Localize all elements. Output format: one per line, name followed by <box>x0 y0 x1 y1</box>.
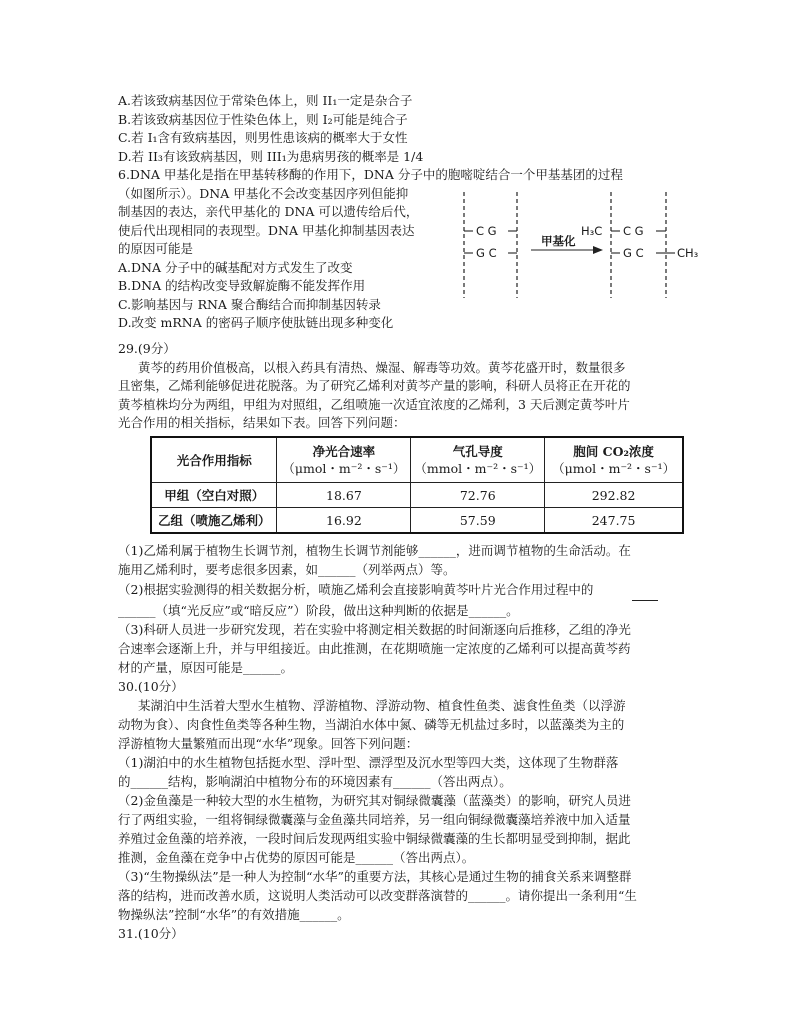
table-cell: 16.92 <box>277 508 411 534</box>
q30-sub1-line: （1)湖泊中的水生植物包括挺水型、浮叶型、漂浮型及沉水型等四大类，这体现了生物群落 <box>118 755 619 770</box>
q6-stem-line: 的原因可能是 <box>118 241 194 256</box>
q30-sub1-line: 的______结构，影响湖泊中植物分布的环境因素有______（答出两点）。 <box>118 774 512 789</box>
q30-sub2-line: 行了两组实验，一组将铜绿微囊藻与金鱼藻共同培养，另一组向铜绿微囊藻培养液中加入适量 <box>118 812 631 827</box>
q30-intro-line: 某湖泊中生活着大型水生植物、浮游植物、浮游动物、植食性鱼类、滤食性鱼类（以浮游 <box>138 698 626 713</box>
table-cell: 247.75 <box>545 508 683 534</box>
q28-option-b: B.若该致病基因位于性染色体上，则 I₂可能是纯合子 <box>118 112 408 127</box>
table-header: 胞间 CO₂浓度 （μmol・m⁻²・s⁻¹） <box>545 437 683 483</box>
q29-intro-line: 黄芩植株均分为两组，甲组为对照组，乙组喷施一次适宜浓度的乙烯利，3 天后测定黄芩叶片 <box>118 397 630 412</box>
q29-intro-line: 光合作用的相关指标，结果如下表。回答下列问题： <box>118 415 406 430</box>
q31-header: 31.(10分） <box>118 926 184 941</box>
q30-sub3-line: 物操纵法”控制“水华”的有效措施______。 <box>118 907 350 922</box>
q6-option-a: A.DNA 分子中的碱基配对方式发生了改变 <box>118 260 353 275</box>
arrow-label: 甲基化 <box>541 234 576 248</box>
right-top-pair: C G <box>623 224 644 238</box>
q29-intro-line: 且密集，乙烯利能够促进花脱落。为了研究乙烯利对黄芩产量的影响，科研人员将正在开花的 <box>118 378 631 393</box>
q29-sub2-line: ______（填“光反应”或“暗反应”）阶段，做出这种判断的依据是______。 <box>118 603 519 618</box>
dna-methylation-figure <box>455 188 715 300</box>
table-cell: 乙组（喷施乙烯利） <box>151 508 277 534</box>
q6-stem-line1: 6.DNA 甲基化是指在甲基转移酶的作用下，DNA 分子中的胞嘧啶结合一个甲基基团的过程 <box>118 167 623 182</box>
table-header: 净光合速率 （μmol・m⁻²・s⁻¹） <box>277 437 411 483</box>
q29-sub2-line: （2)根据实验测得的相关数据分析，喷施乙烯利会直接影响黄芩叶片光合作用过程中的 <box>118 582 594 597</box>
q6-stem-line: 制基因的表达，亲代甲基化的 DNA 可以遗传给后代， <box>118 204 419 219</box>
methyl-suffix: CH₃ <box>677 246 699 260</box>
q6-option-c: C.影响基因与 RNA 聚合酶结合而抑制基因转录 <box>118 297 381 312</box>
table-cell: 292.82 <box>545 483 683 508</box>
q6-stem-line: （如图所示）。DNA 甲基化不会改变基因序列但能抑 <box>118 186 409 201</box>
table-header: 气孔导度 （mmol・m⁻²・s⁻¹） <box>411 437 545 483</box>
table-cell: 57.59 <box>411 508 545 534</box>
methyl-prefix: H₃C <box>581 224 603 238</box>
table-header-row <box>151 437 683 483</box>
q28-option-d: D.若 II₃有该致病基因，则 III₁为患病男孩的概率是 1/4 <box>118 149 424 164</box>
q29-sub1-line: （1)乙烯利属于植物生长调节剂，植物生长调节剂能够______，进而调节植物的生命活动。在 <box>118 543 631 558</box>
q28-option-a: A.若该致病基因位于常染色体上，则 II₁一定是杂合子 <box>118 93 413 108</box>
table-row <box>151 483 683 508</box>
table-header: 光合作用指标 <box>151 437 277 483</box>
q29-sub3-line: （3)科研人员进一步研究发现，若在实验中将测定相关数据的时间渐逐向后推移，乙组的净光 <box>118 622 631 637</box>
q30-sub3-line: 落的结构，进而改善水质，这说明人类活动可以改变群落演替的______。请你提出一条利用“生 <box>118 888 637 903</box>
answer-blank-line <box>632 600 658 601</box>
left-bottom-pair: G C <box>476 246 497 260</box>
right-bottom-pair: G C <box>623 246 644 260</box>
q30-sub2-line: 推测，金鱼藻在竞争中占优势的原因可能是______（答出两点）。 <box>118 850 475 865</box>
q6-option-d: D.改变 mRNA 的密码子顺序使肽链出现多种变化 <box>118 315 394 330</box>
q29-sub3-line: 材的产量，原因可能是______。 <box>118 660 294 675</box>
q30-intro-line: 浮游植物大量繁殖而出现“水华”现象。回答下列问题： <box>118 736 419 751</box>
photosynthesis-table <box>150 436 684 534</box>
table-cell: 72.76 <box>411 483 545 508</box>
arrow-head-icon <box>593 246 603 254</box>
q29-header: 29.(9分） <box>118 341 176 356</box>
q29-sub1-line: 施用乙烯利时，要考虑很多因素，如______（列举两点）等。 <box>118 562 456 577</box>
table-cell: 18.67 <box>277 483 411 508</box>
q28-option-c: C.若 I₁含有致病基因，则男性患该病的概率大于女性 <box>118 130 408 145</box>
q30-sub2-line: （2)金鱼藻是一种较大型的水生植物，为研究其对铜绿微囊藻（蓝藻类）的影响，研究人员进 <box>118 793 631 808</box>
q29-sub3-line: 合速率会逐渐上升，并与甲组接近。由此推测，在花期喷施一定浓度的乙烯利可以提高黄芩药 <box>118 641 631 656</box>
table-row <box>151 508 683 534</box>
q30-intro-line: 动物为食）、肉食性鱼类等各种生物，当湖泊水体中氮、磷等无机盐过多时，以蓝藻类为主的 <box>118 717 625 732</box>
q30-sub2-line: 养殖过金鱼藻的培养液，一段时间后发现两组实验中铜绿微囊藻的生长都明显受到抑制，据此 <box>118 831 631 846</box>
q30-header: 30.(10分） <box>118 679 184 694</box>
q6-stem-line: 使后代出现相同的表现型。DNA 甲基化抑制基因表达 <box>118 223 415 238</box>
q29-intro-line: 黄芩的药用价值极高，以根入药具有清热、燥湿、解毒等功效。黄芩花盛开时，数量很多 <box>138 360 626 375</box>
left-top-pair: C G <box>476 224 497 238</box>
q30-sub3-line: （3)“生物操纵法”是一种人为控制“水华”的重要方法，其核心是通过生物的捕食关系来调整群 <box>118 869 632 884</box>
table-cell: 甲组（空白对照） <box>151 483 277 508</box>
q6-option-b: B.DNA 的结构改变导致解旋酶不能发挥作用 <box>118 278 366 293</box>
